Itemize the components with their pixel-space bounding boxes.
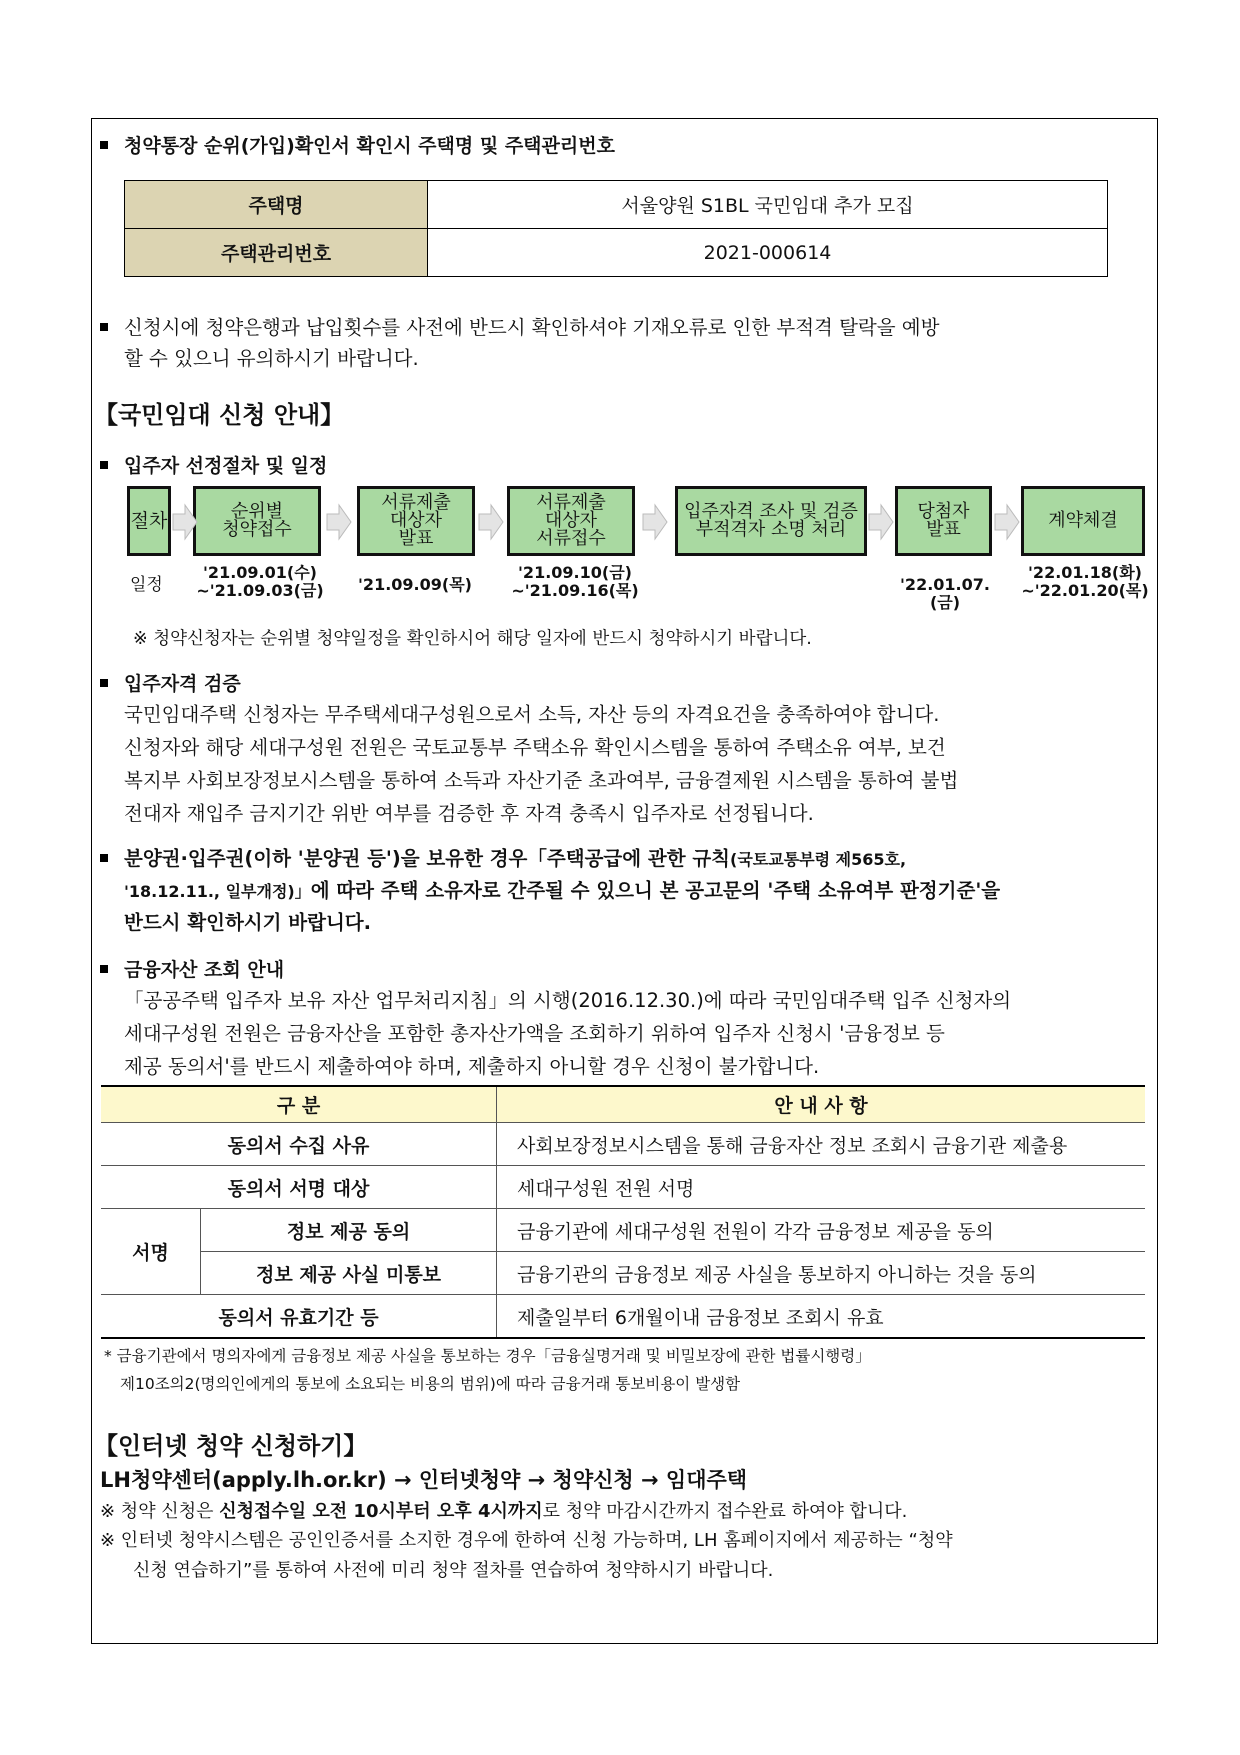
heading-internet: 【인터넷 청약 신청하기】 xyxy=(94,1432,368,1460)
header-category: 구 분 xyxy=(101,1086,497,1123)
qualification-title: 입주자격 검증 xyxy=(100,669,241,696)
arrow-icon xyxy=(868,502,894,542)
housing-info-table xyxy=(124,180,1108,277)
step-eligibility-check: 입주자격 조사 및 검증 부적격자 소명 처리 xyxy=(675,486,867,556)
header-guide: 안 내 사 항 xyxy=(497,1086,1145,1123)
table-row xyxy=(101,1295,1145,1339)
procedure-note: ※ 청약신청자는 순위별 청약일정을 확인하시어 해당 일자에 반드시 청약하시기 바랍니다. xyxy=(133,629,812,649)
arrow-icon xyxy=(642,502,668,542)
date-document-submission: '21.09.10(금) ~'21.09.16(목) xyxy=(511,563,639,600)
row-value: 제출일부터 6개월이내 금융정보 조회시 유효 xyxy=(497,1295,1145,1339)
internet-note-2: ※ 인터넷 청약시스템은 공인인증서를 소지한 경우에 한하여 신청 가능하며, LH 홈페이지에서 제공하는 “청약 신청 연습하기”를 통하여 사전에 미리 청약 절차를 연습하여 청약하시기 바랍니다. xyxy=(100,1530,953,1581)
sign-label: 서명 xyxy=(101,1209,201,1295)
housing-number-value: 2021-000614 xyxy=(428,229,1108,277)
ownership-notice: 분양권·입주권(이하 '분양권 등')을 보유한 경우「주택공급에 관한 규칙(국토교통부령 제565호, '18.12.11., 일부개정)」에 따라 주택 소유자로 간주될 수 있으니 본 공고문의 '주택 소유여부 판정기준'을 반드시 확인하시기 바랍니다. xyxy=(100,843,1145,938)
housing-number-label: 주택관리번호 xyxy=(125,229,428,277)
finance-title: 금융자산 조회 안내 xyxy=(100,955,284,982)
table-row xyxy=(101,1123,1145,1166)
date-ranked-application: '21.09.01(수) ~'21.09.03(금) xyxy=(196,563,324,600)
arrow-icon xyxy=(326,502,352,542)
arrow-icon xyxy=(478,502,504,542)
date-contract: '22.01.18(화) ~'22.01.20(목) xyxy=(1021,563,1149,600)
housing-name-value: 서울양원 S1BL 국민임대 추가 모집 xyxy=(428,181,1108,229)
date-winner-announce: '22.01.07.(금) xyxy=(900,575,990,612)
arrow-icon xyxy=(172,502,198,542)
procedure-label: 절차 xyxy=(127,486,171,556)
row-label: 동의서 유효기간 등 xyxy=(101,1295,497,1339)
table-row xyxy=(125,181,1108,229)
step-ranked-application: 순위별 청약접수 xyxy=(193,486,321,556)
heading-guide: 【국민임대 신청 안내】 xyxy=(94,401,345,429)
row-label: 동의서 수집 사유 xyxy=(101,1123,497,1166)
row-value: 사회보장정보시스템을 통해 금융자산 정보 조회시 금융기관 제출용 xyxy=(497,1123,1145,1166)
table-row xyxy=(125,229,1108,277)
row-value: 금융기관의 금융정보 제공 사실을 통보하지 아니하는 것을 동의 xyxy=(497,1252,1145,1295)
table-header-row xyxy=(101,1086,1145,1123)
procedure-title: 입주자 선정절차 및 일정 xyxy=(100,451,327,478)
housing-name-label: 주택명 xyxy=(125,181,428,229)
row-value: 세대구성원 전원 서명 xyxy=(497,1166,1145,1209)
date-document-target-announce: '21.09.09(목) xyxy=(358,575,472,594)
table-row xyxy=(101,1166,1145,1209)
step-winner-announce: 당첨자 발표 xyxy=(895,486,992,556)
arrow-icon xyxy=(994,502,1020,542)
finance-consent-table xyxy=(101,1085,1145,1339)
finance-footnote: * 금융기관에서 명의자에게 금융정보 제공 사실을 통보하는 경우「금융실명거래 및 비밀보장에 관한 법률시행령」 제10조의2(명의인에게의 통보에 소요되는 비용의 범위)에 따라 금융거래 통보비용이 발생함 xyxy=(104,1347,871,1393)
step-document-target-announce: 서류제출 대상자 발표 xyxy=(357,486,475,556)
internet-path: LH청약센터(apply.lh.or.kr) → 인터넷청약 → 청약신청 → 임대주택 xyxy=(100,1468,748,1492)
internet-note-1: ※ 청약 신청은 신청접수일 오전 10시부터 오후 4시까지로 청약 마감시간까지 접수완료 하여야 합니다. xyxy=(100,1501,908,1522)
row-value: 금융기관에 세대구성원 전원이 각각 금융정보 제공을 동의 xyxy=(497,1209,1145,1252)
table-row xyxy=(101,1209,1145,1252)
bank-check-note: 신청시에 청약은행과 납입횟수를 사전에 반드시 확인하셔야 기재오류로 인한 부적격 탈락을 예방 할 수 있으니 유의하시기 바랍니다. xyxy=(100,312,1145,374)
row-label: 정보 제공 동의 xyxy=(201,1209,497,1252)
table-row xyxy=(101,1252,1145,1295)
qualification-text: 국민임대주택 신청자는 무주택세대구성원으로서 소득, 자산 등의 자격요건을 충족하여야 합니다. 신청자와 해당 세대구성원 전원은 국토교통부 주택소유 확인시스템을 통하여 주택소유 여부, 보건 복지부 사회보장정보시스템을 통하여 소득과 자산기준 초과여부, 금융결제원 시스템을 통하여 불법 전대자 재입주 금지기간 위반 여부를 검증한 후 자격 충족시 입주자로 선정됩니다. xyxy=(124,703,959,825)
row-label: 정보 제공 사실 미통보 xyxy=(201,1252,497,1295)
step-document-submission: 서류제출 대상자 서류접수 xyxy=(507,486,635,556)
step-contract: 계약체결 xyxy=(1021,486,1145,556)
finance-text: 「공공주택 입주자 보유 자산 업무처리지침」의 시행(2016.12.30.)에 따라 국민임대주택 입주 신청자의 세대구성원 전원은 금융자산을 포함한 총자산가액을 조회하기 위하여 입주자 신청시 '금융정보 등 제공 동의서'를 반드시 제출하여야 하며, 제출하지 아니할 경우 신청이 불가합니다. xyxy=(124,989,1012,1078)
schedule-label: 일정 xyxy=(130,575,163,595)
row-label: 동의서 서명 대상 xyxy=(101,1166,497,1209)
section-housing-info-title: 청약통장 순위(가입)확인서 확인시 주택명 및 주택관리번호 xyxy=(100,131,615,158)
